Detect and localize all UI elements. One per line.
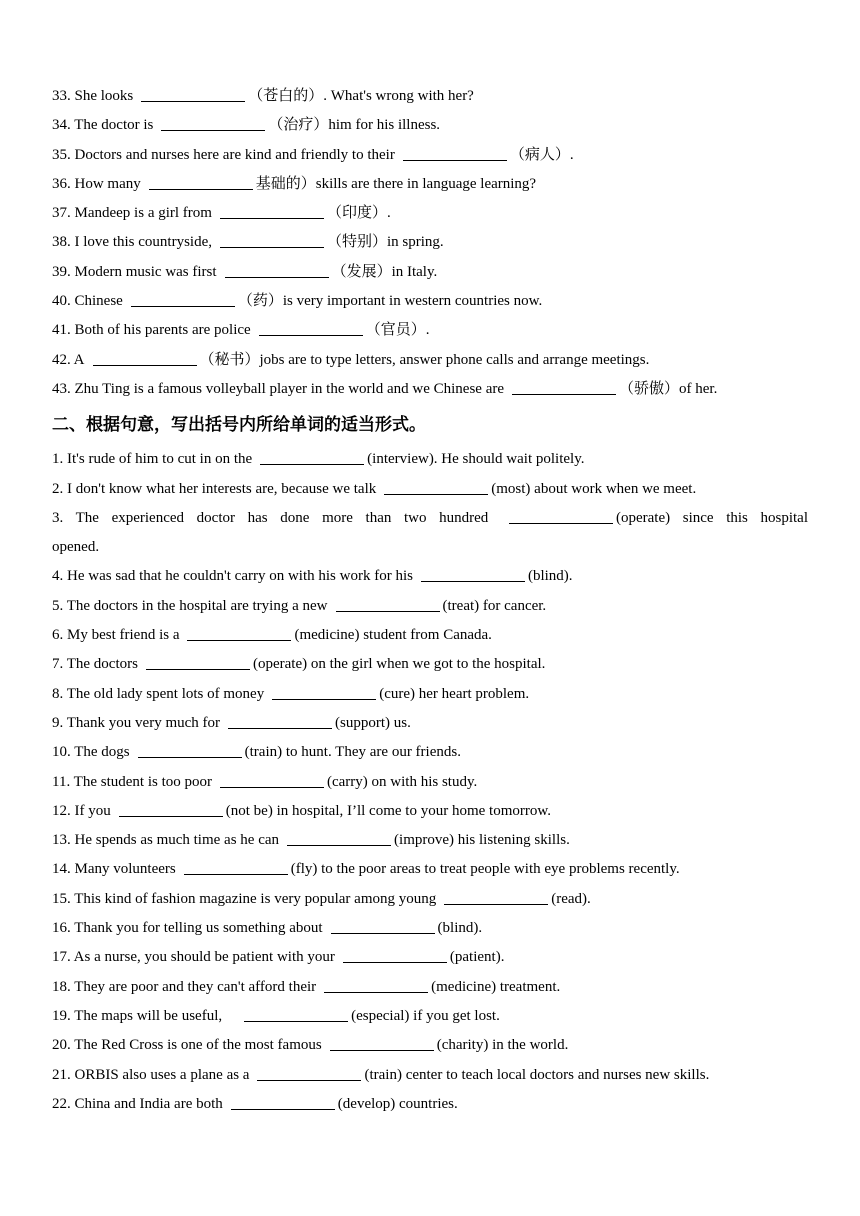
answer-blank[interactable]	[131, 291, 235, 307]
answer-blank[interactable]	[220, 203, 324, 219]
question-16: 16. Thank you for telling us something about (blind).	[52, 920, 483, 937]
answer-blank[interactable]	[287, 830, 391, 846]
answer-blank[interactable]	[336, 596, 440, 612]
question-8: 8. The old lady spent lots of money (cure) her heart problem.	[52, 685, 530, 702]
question-34: 34. The doctor is （治疗）him for his illness.	[52, 117, 441, 134]
answer-blank[interactable]	[161, 115, 265, 131]
answer-blank[interactable]	[260, 449, 364, 465]
answer-blank[interactable]	[187, 625, 291, 641]
question-41: 41. Both of his parents are police （官员）.	[52, 322, 430, 339]
answer-blank[interactable]	[138, 742, 242, 758]
question-33: 33. She looks （苍白的）. What's wrong with her?	[52, 88, 474, 104]
section-1-list	[52, 82, 808, 404]
question-13: 13. He spends as much time as he can (improve) his listening skills.	[52, 832, 570, 849]
answer-blank[interactable]	[324, 977, 428, 993]
answer-blank[interactable]	[228, 713, 332, 729]
question-2: 2. I don't know what her interests are, because we talk (most) about work when we meet.	[52, 480, 697, 497]
question-18: 18. They are poor and they can't afford their (medicine) treatment.	[52, 978, 561, 995]
question-39: 39. Modern music was first （发展）in Italy.	[52, 263, 438, 280]
answer-blank[interactable]	[331, 918, 435, 934]
question-22: 22. China and India are both (develop) countries.	[52, 1095, 458, 1112]
answer-blank[interactable]	[272, 684, 376, 700]
answer-blank[interactable]	[444, 889, 548, 905]
question-20: 20. The Red Cross is one of the most famous (charity) in the world.	[52, 1037, 569, 1054]
question-42: 42. A （秘书）jobs are to type letters, answer phone calls and arrange meetings.	[52, 351, 650, 368]
section-2-heading: 二、根据句意，写出括号内所给单词的适当形式。	[52, 415, 426, 436]
answer-blank[interactable]	[509, 508, 613, 524]
answer-blank[interactable]	[220, 232, 324, 248]
answer-blank[interactable]	[231, 1094, 335, 1110]
question-1: 1. It's rude of him to cut in on the (interview). He should wait politely.	[52, 451, 585, 468]
question-5: 5. The doctors in the hospital are trying a new (treat) for cancer.	[52, 597, 547, 614]
answer-blank[interactable]	[141, 86, 245, 102]
answer-blank[interactable]	[343, 947, 447, 963]
question-38: 38. I love this countryside, （特别）in spring.	[52, 234, 444, 251]
answer-blank[interactable]	[403, 145, 507, 161]
answer-blank[interactable]	[149, 174, 253, 190]
answer-blank[interactable]	[93, 350, 197, 366]
answer-blank[interactable]	[330, 1035, 434, 1051]
question-15: 15. This kind of fashion magazine is very popular among young (read).	[52, 890, 591, 907]
answer-blank[interactable]	[184, 859, 288, 875]
question-19: 19. The maps will be useful, (especial) if you get lost.	[52, 1007, 500, 1024]
question-40: 40. Chinese （药）is very important in western countries now.	[52, 293, 543, 310]
answer-blank[interactable]	[257, 1065, 361, 1081]
answer-blank[interactable]	[421, 566, 525, 582]
question-4: 4. He was sad that he couldn't carry on with his work for his (blind).	[52, 568, 573, 585]
answer-blank[interactable]	[512, 379, 616, 395]
answer-blank[interactable]	[259, 320, 363, 336]
question-37: 37. Mandeep is a girl from （印度）.	[52, 205, 391, 222]
question-11: 11. The student is too poor (carry) on with his study.	[52, 773, 478, 790]
answer-blank[interactable]	[244, 1006, 348, 1022]
question-3-continued: opened.	[52, 539, 100, 556]
question-17: 17. As a nurse, you should be patient with your (patient).	[52, 949, 505, 966]
question-36: 36. How many 基础的）skills are there in language learning?	[52, 175, 537, 192]
question-10: 10. The dogs (train) to hunt. They are our friends.	[52, 744, 461, 761]
question-7: 7. The doctors (operate) on the girl when we got to the hospital.	[52, 656, 546, 673]
question-35: 35. Doctors and nurses here are kind and friendly to their （病人）.	[52, 146, 574, 163]
answer-blank[interactable]	[220, 772, 324, 788]
question-12: 12. If you (not be) in hospital, I’ll come to your home tomorrow.	[52, 802, 551, 819]
answer-blank[interactable]	[146, 654, 250, 670]
question-43: 43. Zhu Ting is a famous volleyball player in the world and we Chinese are （骄傲）of her.	[52, 380, 718, 397]
answer-blank[interactable]	[225, 262, 329, 278]
question-6: 6. My best friend is a (medicine) student from Canada.	[52, 627, 492, 644]
question-21: 21. ORBIS also uses a plane as a (train) center to teach local doctors and nurses new skills.	[52, 1066, 710, 1083]
question-9: 9. Thank you very much for (support) us.	[52, 714, 411, 731]
question-14: 14. Many volunteers (fly) to the poor areas to treat people with eye problems recently.	[52, 861, 680, 878]
answer-blank[interactable]	[119, 801, 223, 817]
answer-blank[interactable]	[384, 479, 488, 495]
question-3: 3. The experienced doctor has done more than two hundred (operate) since this hospital	[52, 509, 809, 526]
section-2-list	[52, 445, 808, 1119]
